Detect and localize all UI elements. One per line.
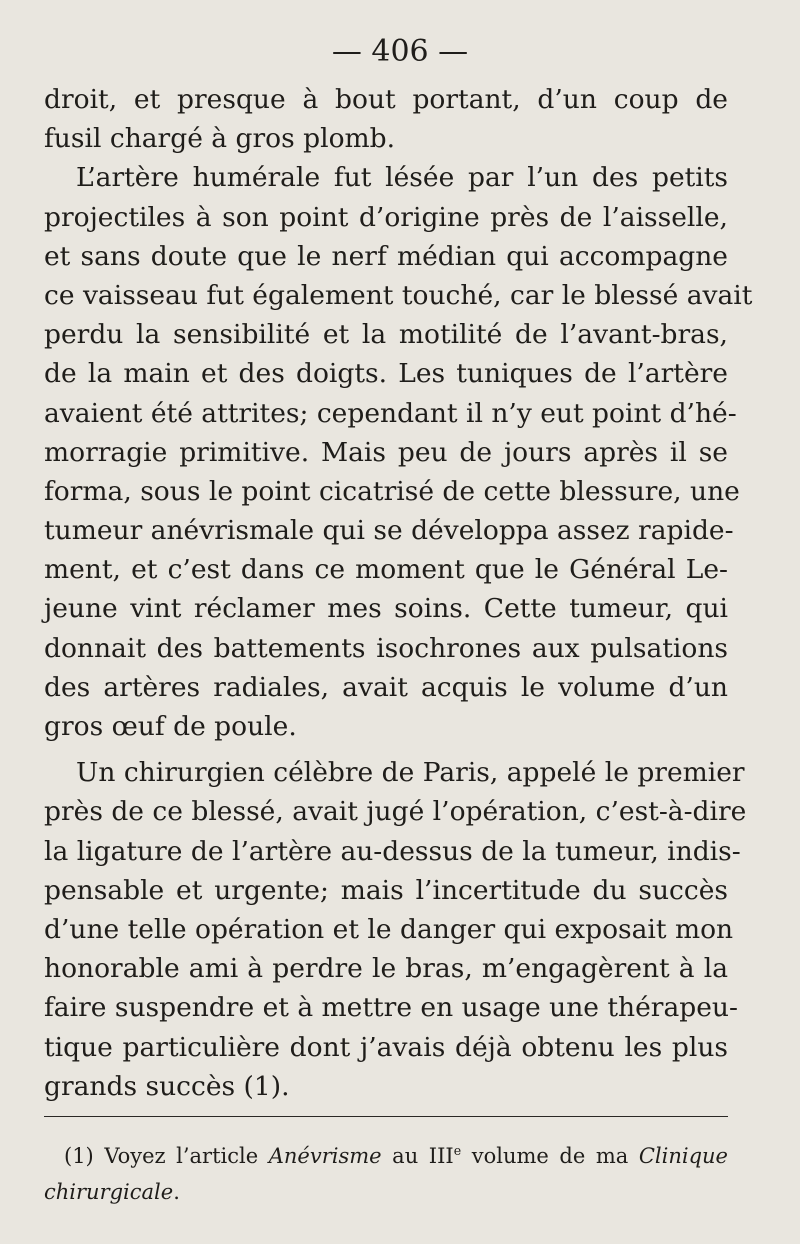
text-line: pensable et urgente; mais l’incertitude du succès (44, 874, 728, 906)
text-line: et sans doute que le nerf médian qui accompagne (44, 240, 728, 272)
text-line: la ligature de l’artère au-dessus de la tumeur, indis- (44, 835, 741, 867)
text-line: morragie primitive. Mais peu de jours après il se (44, 436, 728, 468)
text-line: fusil chargé à gros plomb. (44, 123, 396, 155)
footnote-marker: (1) (64, 1144, 94, 1168)
footnote-end: . (173, 1180, 180, 1204)
text-line: donnait des battements isochrones aux pulsations (44, 632, 728, 664)
text-line: d’une telle opération et le danger qui exposait mon (44, 913, 734, 945)
body-text (44, 80, 753, 1106)
footnote-divider (44, 1116, 728, 1117)
footnote-italic-title: chirurgicale (44, 1180, 174, 1204)
footnote-italic-title: Clinique (638, 1144, 728, 1168)
footnote-line (44, 1138, 728, 1174)
text-line: tique particulière dont j’avais déjà obtenu les plus (44, 1031, 728, 1063)
text-line: des artères radiales, avait acquis le volume d’un (44, 671, 728, 703)
text-line: faire suspendre et à mettre en usage une thérapeu- (44, 992, 738, 1024)
text-line: avaient été attrites; cependant il n’y eut point d’hé- (44, 397, 737, 429)
text-line: près de ce blessé, avait jugé l’opération, c’est-à-dire (44, 796, 747, 828)
text-line: droit, et presque à bout portant, d’un coup de (44, 84, 728, 115)
text-line: projectiles à son point d’origine près de l’aisselle, (44, 201, 728, 233)
text-line: L’artère humérale fut lésée par l’un des petits (76, 162, 728, 194)
text-line: Un chirurgien célèbre de Paris, appelé le premier (76, 757, 745, 789)
footnote-superscript: e (453, 1143, 462, 1158)
footnote-text: au III (392, 1144, 454, 1168)
text-line: honorable ami à perdre le bras, m’engagèrent à la (44, 953, 728, 985)
text-line: perdu la sensibilité et la motilité de l’avant-bras, (44, 319, 728, 351)
text-line: de la main et des doigts. Les tuniques de l’artère (44, 358, 728, 390)
footnote-text: Voyez l’article (104, 1144, 259, 1168)
text-line: ment, et c’est dans ce moment que le Général Le- (44, 554, 728, 586)
text-line: gros œuf de poule. (44, 711, 297, 742)
page-number: — 406 — (331, 34, 469, 69)
text-line: jeune vint réclamer mes soins. Cette tumeur, qui (44, 593, 728, 625)
footnote-italic-term: Anévrisme (268, 1144, 382, 1168)
text-line: forma, sous le point cicatrisé de cette blessure, une (44, 475, 740, 507)
text-line: tumeur anévrismale qui se développa assez rapide- (44, 515, 734, 547)
text-line: grands succès (1). (44, 1070, 290, 1102)
footnote-text: volume de ma (471, 1144, 629, 1168)
footnote-line (44, 1174, 728, 1210)
text-line: ce vaisseau fut également touché, car le blessé avait (44, 279, 753, 311)
footnote (44, 1138, 728, 1210)
